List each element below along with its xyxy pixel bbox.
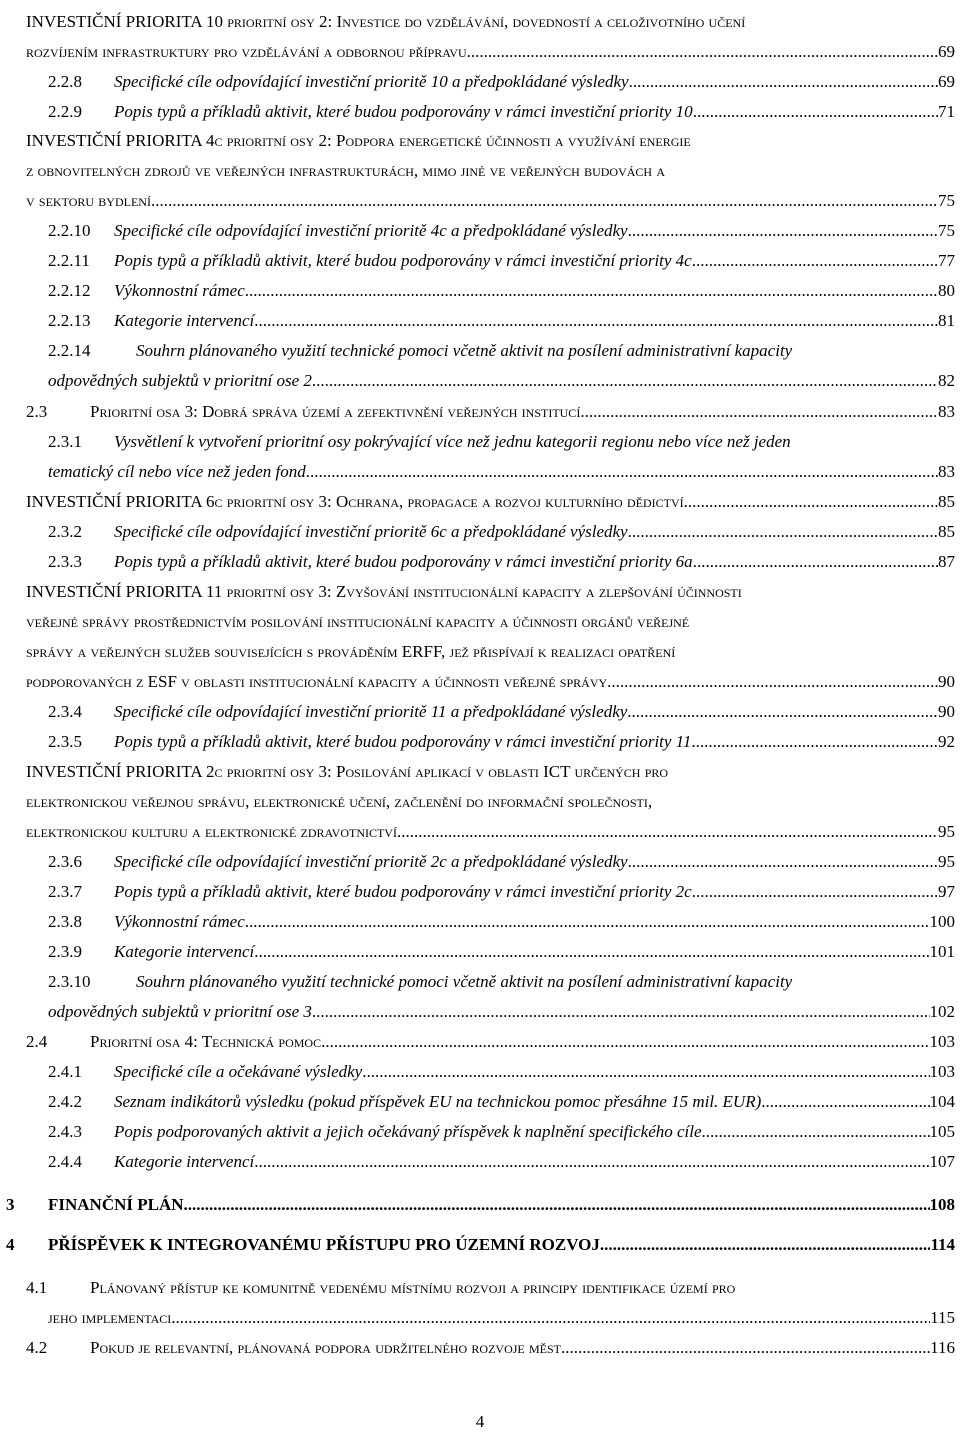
toc-entry[interactable] bbox=[26, 161, 665, 181]
toc-entry-number: 2.3.3 bbox=[48, 552, 82, 571]
dot-leader bbox=[629, 72, 938, 92]
toc-entry-text: Popis typů a příkladů aktivit, které budou podporovány v rámci investiční priority 10 bbox=[114, 102, 693, 121]
toc-entry-number: 2.4.2 bbox=[48, 1092, 82, 1111]
toc-entry[interactable] bbox=[48, 371, 955, 391]
toc-page-number: 114 bbox=[930, 1235, 955, 1254]
toc-entry[interactable] bbox=[26, 191, 955, 211]
toc-entry-number: 2.2.11 bbox=[48, 251, 90, 270]
toc-page-number: 75 bbox=[938, 191, 955, 210]
toc-entry-number: 2.2.14 bbox=[48, 341, 91, 360]
dot-leader bbox=[312, 371, 938, 391]
dot-leader bbox=[628, 852, 938, 872]
toc-entry-text: Specifické cíle a očekávané výsledky bbox=[114, 1062, 363, 1081]
toc-entry-text: veřejné správy prostřednictvím posilování institucionální kapacity a účinnosti orgánů veřejné bbox=[26, 612, 690, 631]
dot-leader bbox=[151, 191, 938, 211]
toc-page-number: 107 bbox=[929, 1152, 955, 1171]
dot-leader bbox=[254, 942, 929, 962]
toc-page-number: 83 bbox=[938, 402, 955, 421]
toc-entry-text: Popis typů a příkladů aktivit, které budou podporovány v rámci investiční priority 11 bbox=[114, 732, 692, 751]
toc-entry-text: INVESTIČNÍ PRIORITA 2c prioritní osy 3: Posilování aplikací v oblasti ICT určených pro bbox=[26, 762, 669, 781]
toc-entry-text: elektronickou kulturu a elektronické zdravotnictví bbox=[26, 822, 397, 841]
dot-leader bbox=[761, 1092, 929, 1112]
toc-entry[interactable] bbox=[114, 552, 955, 572]
dot-leader bbox=[692, 882, 938, 902]
toc-entry[interactable] bbox=[114, 522, 955, 542]
toc-entry[interactable] bbox=[90, 1338, 955, 1358]
dot-leader bbox=[467, 42, 938, 62]
toc-page-number: 116 bbox=[930, 1338, 955, 1357]
toc-entry-text: INVESTIČNÍ PRIORITA 11 prioritní osy 3: Zvyšování institucionální kapacity a zlepšování účinnosti bbox=[26, 582, 742, 601]
toc-page-number: 104 bbox=[929, 1092, 955, 1111]
toc-entry-number: 4.2 bbox=[26, 1338, 48, 1357]
toc-entry-text: Souhrn plánovaného využití technické pomoci včetně aktivit na posílení administrativní kapacity bbox=[136, 341, 793, 360]
toc-page-number: 69 bbox=[938, 72, 955, 91]
toc-entry-text: Souhrn plánovaného využití technické pomoci včetně aktivit na posílení administrativní kapacity bbox=[136, 972, 793, 991]
toc-entry[interactable] bbox=[48, 1308, 955, 1328]
toc-entry[interactable] bbox=[114, 311, 955, 331]
toc-entry-number: 2.2.9 bbox=[48, 102, 82, 121]
toc-entry-text: podporovaných z ESF v oblasti institucionální kapacity a účinnosti veřejné správy bbox=[26, 672, 608, 691]
toc-entry[interactable] bbox=[114, 432, 791, 452]
toc-entry-text: Specifické cíle odpovídající investiční prioritě 10 a předpokládané výsledky bbox=[114, 72, 629, 91]
toc-entry[interactable] bbox=[26, 612, 689, 632]
toc-entry-number: 2.3.10 bbox=[48, 972, 91, 991]
toc-entry[interactable] bbox=[114, 1062, 955, 1082]
dot-leader bbox=[254, 1152, 929, 1172]
toc-entry-text: Výkonnostní rámec bbox=[114, 281, 245, 300]
dot-leader bbox=[312, 1002, 930, 1022]
dot-leader bbox=[691, 732, 938, 752]
toc-entry-text: Specifické cíle odpovídající investiční prioritě 11 a předpokládané výsledky bbox=[114, 702, 628, 721]
dot-leader bbox=[362, 1062, 929, 1082]
toc-entry-number: 3 bbox=[6, 1195, 15, 1214]
toc-entry[interactable] bbox=[114, 1122, 955, 1142]
dot-leader bbox=[306, 462, 938, 482]
toc-page-number: 85 bbox=[938, 522, 955, 541]
dot-leader bbox=[184, 1195, 930, 1215]
dot-leader bbox=[254, 311, 938, 331]
toc-page-number: 80 bbox=[938, 281, 955, 300]
toc-entry-text: rozvíjením infrastruktury pro vzdělávání a odbornou přípravu bbox=[26, 42, 467, 61]
toc-entry[interactable] bbox=[114, 281, 955, 301]
dot-leader bbox=[628, 522, 938, 542]
toc-entry-text: INVESTIČNÍ PRIORITA 4c prioritní osy 2: Podpora energetické účinnosti a využívání energie bbox=[26, 131, 691, 150]
toc-entry[interactable] bbox=[90, 1032, 955, 1052]
toc-entry-text: Seznam indikátorů výsledku (pokud příspěvek EU na technickou pomoc přesáhne 15 mil. EUR) bbox=[114, 1092, 762, 1111]
toc-page-number: 92 bbox=[938, 732, 955, 751]
toc-entry-text: Popis podporovaných aktivit a jejich očekávaný příspěvek k naplnění specifického cíle bbox=[114, 1122, 702, 1141]
toc-entry-text: Specifické cíle odpovídající investiční prioritě 4c a předpokládané výsledky bbox=[114, 221, 628, 240]
toc-page-number: 108 bbox=[929, 1195, 955, 1214]
toc-entry-text: Popis typů a příkladů aktivit, které budou podporovány v rámci investiční priority 4c bbox=[114, 251, 692, 270]
toc-entry-text: odpovědných subjektů v prioritní ose 3 bbox=[48, 1002, 312, 1021]
toc-entry-number: 2.4.3 bbox=[48, 1122, 82, 1141]
toc-page-number: 95 bbox=[938, 852, 955, 871]
toc-page-number: 87 bbox=[938, 552, 955, 571]
toc-entry[interactable] bbox=[114, 1152, 955, 1172]
toc-page-number: 71 bbox=[938, 102, 955, 121]
toc-page-number: 97 bbox=[938, 882, 955, 901]
toc-entry-number: 2.2.8 bbox=[48, 72, 82, 91]
page-number: 4 bbox=[475, 1412, 485, 1431]
toc-entry[interactable] bbox=[114, 221, 955, 241]
toc-entry[interactable] bbox=[26, 131, 691, 151]
toc-entry[interactable] bbox=[114, 732, 955, 752]
toc-entry[interactable] bbox=[26, 12, 745, 32]
toc-entry-number: 2.3.1 bbox=[48, 432, 82, 451]
toc-entry-text: Kategorie intervencí bbox=[114, 942, 255, 961]
toc-entry-number: 2.4.4 bbox=[48, 1152, 82, 1171]
dot-leader bbox=[171, 1308, 930, 1328]
dot-leader bbox=[580, 402, 938, 422]
toc-page-number: 103 bbox=[929, 1062, 955, 1081]
toc-entry[interactable] bbox=[114, 251, 955, 271]
toc-entry-number: 2.4 bbox=[26, 1032, 48, 1051]
toc-entry-text: tematický cíl nebo více než jeden fond bbox=[48, 462, 306, 481]
toc-entry-number: 2.4.1 bbox=[48, 1062, 82, 1081]
toc-entry-text: INVESTIČNÍ PRIORITA 10 prioritní osy 2: Investice do vzdělávání, dovedností a celoživotního učení bbox=[26, 12, 746, 31]
toc-entry-number: 2.3.8 bbox=[48, 912, 82, 931]
toc-entry[interactable] bbox=[114, 702, 955, 722]
toc-entry[interactable] bbox=[136, 972, 792, 992]
dot-leader bbox=[245, 281, 938, 301]
toc-entry-text: v sektoru bydlení bbox=[26, 191, 151, 210]
toc-entry[interactable] bbox=[90, 1278, 735, 1298]
dot-leader bbox=[702, 1122, 930, 1142]
toc-page-number: 90 bbox=[938, 672, 955, 691]
toc-entry[interactable] bbox=[26, 762, 668, 782]
dot-leader bbox=[693, 552, 938, 572]
toc-entry-text: Vysvětlení k vytvoření prioritní osy pokrývající více než jednu kategorii regionu nebo více než jeden bbox=[114, 432, 791, 451]
toc-entry-number: 2.3.2 bbox=[48, 522, 82, 541]
toc-entry[interactable] bbox=[48, 1235, 955, 1255]
dot-leader bbox=[693, 102, 938, 122]
toc-entry-text: jeho implementaci bbox=[48, 1308, 172, 1327]
toc-entry-number: 2.3 bbox=[26, 402, 48, 421]
toc-entry[interactable] bbox=[48, 462, 955, 482]
toc-page-number: 115 bbox=[930, 1308, 955, 1327]
dot-leader bbox=[627, 702, 938, 722]
toc-entry-text: FINANČNÍ PLÁN bbox=[48, 1195, 184, 1214]
toc-entry[interactable] bbox=[114, 72, 955, 92]
toc-page-number: 85 bbox=[938, 492, 955, 511]
dot-leader bbox=[607, 672, 938, 692]
toc-entry-text: Popis typů a příkladů aktivit, které budou podporovány v rámci investiční priority 2c bbox=[114, 882, 692, 901]
dot-leader bbox=[628, 221, 938, 241]
toc-entry-number: 2.2.13 bbox=[48, 311, 91, 330]
toc-entry[interactable] bbox=[114, 102, 955, 122]
dot-leader bbox=[684, 492, 938, 512]
toc-entry-text: z obnovitelných zdrojů ve veřejných infrastrukturách, mimo jiné ve veřejných budovách a bbox=[26, 161, 665, 180]
toc-entry[interactable] bbox=[90, 402, 955, 422]
toc-entry-text: Prioritní osa 3: Dobrá správa území a zefektivnění veřejných institucí bbox=[90, 402, 581, 421]
toc-entry[interactable] bbox=[26, 822, 955, 842]
toc-entry-text: Popis typů a příkladů aktivit, které budou podporovány v rámci investiční priority 6a bbox=[114, 552, 693, 571]
toc-entry-text: elektronickou veřejnou správu, elektronické učení, začlenění do informační společnosti, bbox=[26, 792, 653, 811]
toc-entry[interactable] bbox=[114, 942, 955, 962]
toc-entry[interactable] bbox=[48, 1002, 955, 1022]
toc-entry-number: 4 bbox=[6, 1235, 15, 1254]
toc-entry[interactable] bbox=[26, 42, 955, 62]
toc-page-number: 90 bbox=[938, 702, 955, 721]
toc-entry-text: Pokud je relevantní, plánovaná podpora udržitelného rozvoje měst bbox=[90, 1338, 562, 1357]
toc-page-number: 102 bbox=[929, 1002, 955, 1021]
dot-leader bbox=[397, 822, 938, 842]
toc-entry-text: Prioritní osa 4: Technická pomoc bbox=[90, 1032, 322, 1051]
toc-entry[interactable] bbox=[26, 492, 955, 512]
toc-entry-number: 4.1 bbox=[26, 1278, 48, 1297]
toc-entry-text: INVESTIČNÍ PRIORITA 6c prioritní osy 3: Ochrana, propagace a rozvoj kulturního dědictví bbox=[26, 492, 684, 511]
toc-entry[interactable] bbox=[26, 642, 675, 662]
toc-entry-number: 2.3.5 bbox=[48, 732, 82, 751]
toc-entry-text: PŘÍSPĚVEK K INTEGROVANÉMU PŘÍSTUPU PRO ÚZEMNÍ ROZVOJ bbox=[48, 1235, 600, 1254]
toc-page-number: 101 bbox=[929, 942, 955, 961]
toc-entry[interactable] bbox=[26, 672, 955, 692]
dot-leader bbox=[245, 912, 930, 932]
toc-entry[interactable] bbox=[114, 882, 955, 902]
toc-page-number: 100 bbox=[929, 912, 955, 931]
dot-leader bbox=[561, 1338, 930, 1358]
toc-entry-text: Specifické cíle odpovídající investiční prioritě 2c a předpokládané výsledky bbox=[114, 852, 628, 871]
toc-page-number: 77 bbox=[938, 251, 955, 270]
toc-entry[interactable] bbox=[26, 582, 742, 602]
toc-page-number: 95 bbox=[938, 822, 955, 841]
toc-entry-text: správy a veřejných služeb souvisejících s prováděním ERFF, jež přispívají k realizaci opatření bbox=[26, 642, 676, 661]
toc-entry[interactable] bbox=[136, 341, 792, 361]
toc-entry-number: 2.3.7 bbox=[48, 882, 82, 901]
toc-entry[interactable] bbox=[48, 1195, 955, 1215]
toc-entry-text: Specifické cíle odpovídající investiční prioritě 6c a předpokládané výsledky bbox=[114, 522, 628, 541]
toc-entry-text: odpovědných subjektů v prioritní ose 2 bbox=[48, 371, 312, 390]
toc-entry-text: Výkonnostní rámec bbox=[114, 912, 245, 931]
dot-leader bbox=[600, 1235, 931, 1255]
toc-entry-text: Kategorie intervencí bbox=[114, 1152, 255, 1171]
toc-entry[interactable] bbox=[114, 912, 955, 932]
toc-entry[interactable] bbox=[114, 1092, 955, 1112]
toc-entry[interactable] bbox=[114, 852, 955, 872]
toc-entry-number: 2.3.6 bbox=[48, 852, 82, 871]
toc-entry-text: Plánovaný přístup ke komunitně vedenému místnímu rozvoji a principy identifikace území pro bbox=[90, 1278, 736, 1297]
toc-entry-number: 2.3.9 bbox=[48, 942, 82, 961]
toc-entry-number: 2.3.4 bbox=[48, 702, 82, 721]
toc-entry-number: 2.2.10 bbox=[48, 221, 91, 240]
toc-page-number: 103 bbox=[929, 1032, 955, 1051]
toc-page-number: 82 bbox=[938, 371, 955, 390]
dot-leader bbox=[321, 1032, 929, 1052]
toc-page-number: 69 bbox=[938, 42, 955, 61]
dot-leader bbox=[692, 251, 938, 271]
toc-page-number: 81 bbox=[938, 311, 955, 330]
toc-page-number: 83 bbox=[938, 462, 955, 481]
toc-page-number: 105 bbox=[929, 1122, 955, 1141]
toc-entry-text: Kategorie intervencí bbox=[114, 311, 255, 330]
toc-entry-number: 2.2.12 bbox=[48, 281, 91, 300]
toc-entry[interactable] bbox=[26, 792, 652, 812]
toc-page-number: 75 bbox=[938, 221, 955, 240]
